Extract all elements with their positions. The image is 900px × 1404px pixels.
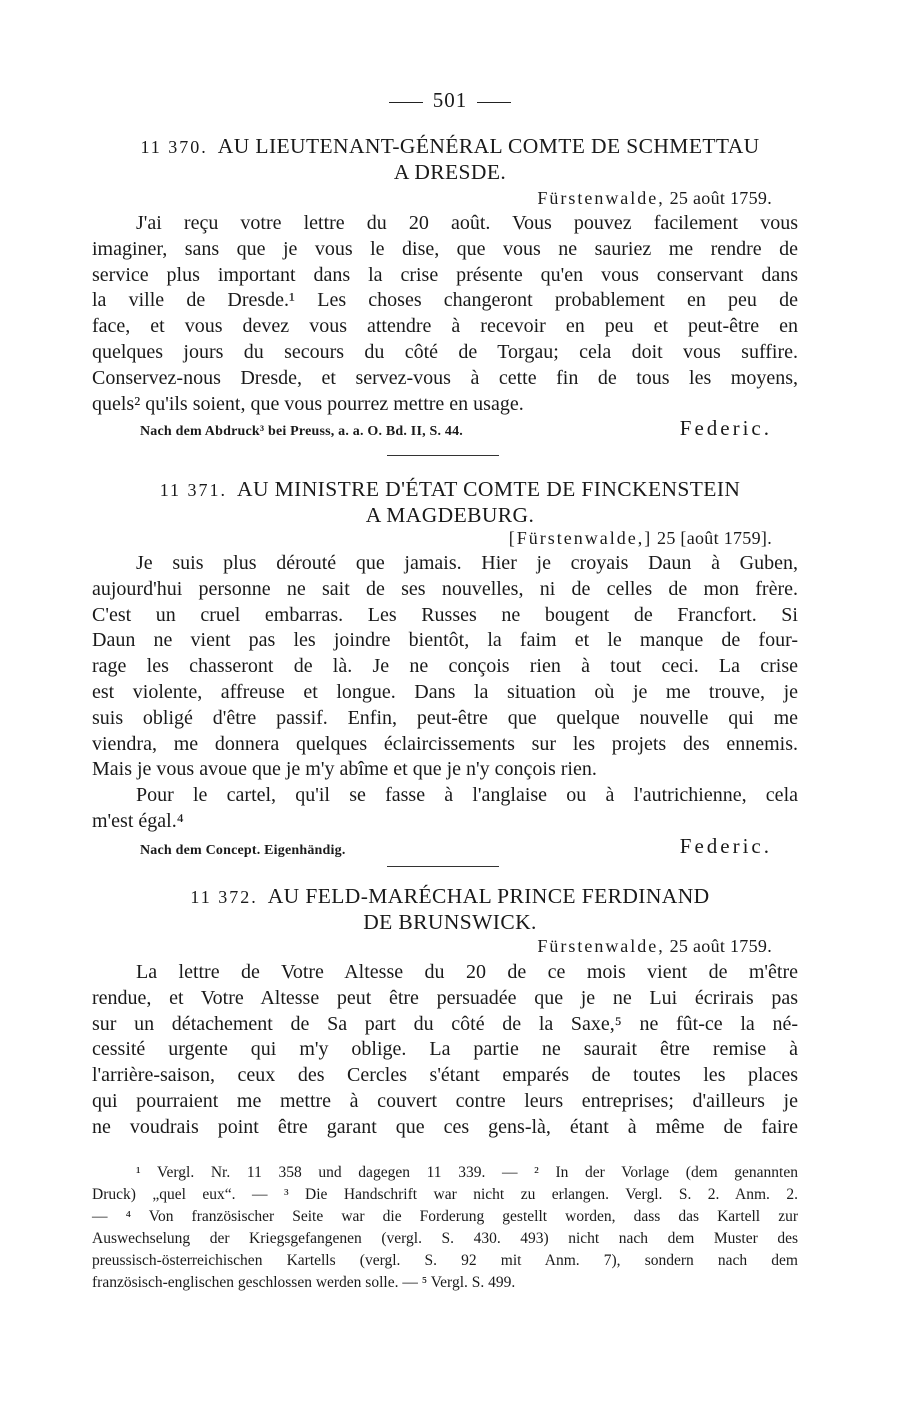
- letter-source-note: Nach dem Concept. Eigenhändig.: [140, 843, 346, 858]
- body-line: Mais je vous avoue que je m'y abîme et que je n'y conçois rien.: [92, 758, 597, 781]
- page-number: [0, 88, 900, 113]
- section-divider: [387, 866, 499, 867]
- letter-number: 11 370.: [140, 137, 208, 157]
- letter-heading-line1: [0, 134, 900, 160]
- letter-heading-text: AU MINISTRE D'ÉTAT COMTE DE FINCKENSTEIN: [237, 477, 741, 501]
- body-line: rage les chasseront de là. Je ne conçois rien à tout ceci. La crise: [92, 655, 798, 678]
- letter-dateline-11372: [537, 936, 772, 957]
- body-line: suis obligé d'être passif. Enfin, peut-être que quelque nouvelle qui me: [92, 706, 798, 729]
- letter-dateline-11371: [509, 528, 772, 549]
- letter-heading-line1: [0, 884, 900, 910]
- page-number-dash-left: [389, 102, 423, 103]
- letter-dateline-11370: [537, 188, 772, 209]
- letter-heading-11372: [0, 884, 900, 935]
- letter-heading-line2: DE BRUNSWICK.: [363, 910, 537, 934]
- body-line: Je suis plus dérouté que jamais. Hier je croyais Daun à Guben,: [136, 552, 798, 574]
- section-divider: [387, 455, 499, 456]
- dateline-place: Fürstenwalde,: [537, 188, 665, 208]
- letter-body-11371: [92, 551, 798, 835]
- body-line: aujourd'hui personne ne sait de ses nouvelles, ni de celles de mon frère.: [92, 577, 798, 600]
- body-line: face, et vous devez vous attendre à recevoir en peu et peut-être en: [92, 315, 798, 338]
- letter-heading-line2: A DRESDE.: [393, 160, 507, 184]
- body-line: imaginer, sans que je vous le dise, que vous ne sauriez me rendre de: [92, 237, 798, 260]
- body-line: qui pourraient me mettre à couvert contre leurs entreprises; d'ailleurs je: [92, 1089, 798, 1112]
- letter-body-11372: [92, 960, 798, 1141]
- body-line: quelques jours du secours du côté de Torgau; cela doit vous suffire.: [92, 340, 798, 363]
- page-number-text: 501: [432, 88, 468, 112]
- body-line: l'arrière-saison, ceux des Cercles s'étant emparés de toutes les places: [92, 1064, 798, 1087]
- dateline-place: Fürstenwalde,: [537, 936, 665, 956]
- letter-signature: Federic.: [679, 416, 772, 440]
- letter-number: 11 371.: [159, 480, 228, 500]
- letter-heading-line1: [0, 477, 900, 503]
- body-line: est violente, affreuse et longue. Dans la situation où je me trouve, je: [92, 680, 798, 703]
- dateline-place: [Fürstenwalde,]: [508, 528, 653, 548]
- page-number-dash-right: [477, 102, 511, 103]
- dateline-date: 25 août 1759.: [669, 188, 772, 208]
- body-line: sur un détachement de Sa part du côté de la Saxe,⁵ ne fût-ce la né-: [92, 1012, 798, 1035]
- body-line: rendue, et Votre Altesse peut être persuadée que je ne Lui écrirais pas: [92, 986, 798, 1009]
- body-line: J'ai reçu votre lettre du 20 août. Vous pouvez facilement vous: [136, 212, 798, 234]
- footnote-line: preussisch-österreichischen Kartells (vergl. S. 92 mit Anm. 7), sondern nach dem: [92, 1252, 798, 1269]
- body-line: Pour le cartel, qu'il se fasse à l'anglaise ou à l'autrichienne, cela: [136, 784, 798, 807]
- body-line: viendra, me donnera quelques éclaircissements sur les projets des ennemis.: [92, 732, 798, 755]
- letter-heading-line2: A MAGDEBURG.: [365, 503, 535, 527]
- dateline-date: 25 [août 1759].: [657, 528, 772, 548]
- letter-source-note: Nach dem Abdruck³ bei Preuss, a. a. O. Bd. II, S. 44.: [140, 424, 463, 439]
- body-line: Daun ne vient pas les joindre bientôt, la faim et le manque de four-: [92, 629, 798, 652]
- body-line: Conservez-nous Dresde, et servez-vous à cette fin de tous les moyens,: [92, 366, 798, 389]
- footnote-line: Druck) „quel eux“. — ³ Die Handschrift war nicht zu erlangen. Vergl. S. 2. Anm. 2.: [92, 1186, 798, 1203]
- footnote-line: ¹ Vergl. Nr. 11 358 und dagegen 11 339. — ² In der Vorlage (dem genannten: [136, 1164, 798, 1181]
- letter-heading-11371: [0, 477, 900, 528]
- footnotes: [92, 1162, 798, 1294]
- letter-number: 11 372.: [190, 887, 258, 907]
- letter-body-11370: [92, 211, 798, 417]
- body-line: la ville de Dresde.¹ Les choses changeront probablement en peu de: [92, 289, 798, 312]
- letter-heading-text: AU LIEUTENANT-GÉNÉRAL COMTE DE SCHMETTAU: [217, 134, 760, 158]
- body-line: m'est égal.⁴: [92, 809, 184, 832]
- letter-signature: Federic.: [679, 834, 772, 858]
- body-line: service plus important dans la crise présente qu'en vous conservant dans: [92, 263, 798, 286]
- body-line: cessité urgente qui m'y oblige. La partie ne saurait être remise à: [92, 1038, 798, 1061]
- footnote-line: — ⁴ Von französischer Seite war die Forderung gestellt worden, dass das Kartell zur: [92, 1208, 798, 1225]
- footnote-line: französisch-englischen geschlossen werden solle. — ⁵ Vergl. S. 499.: [92, 1274, 516, 1291]
- body-line: C'est un cruel embarras. Les Russes ne bougent de Francfort. Si: [92, 603, 798, 626]
- body-line: quels² qu'ils soient, que vous pourrez mettre en usage.: [92, 392, 524, 415]
- dateline-date: 25 août 1759.: [669, 936, 772, 956]
- footnote-line: Auswechselung der Kriegsgefangenen (vergl. S. 430. 493) nicht nach dem Muster des: [92, 1230, 798, 1247]
- body-line: La lettre de Votre Altesse du 20 de ce mois vient de m'être: [136, 961, 798, 983]
- letter-heading-11370: [0, 134, 900, 185]
- letter-heading-text: AU FELD-MARÉCHAL PRINCE FERDINAND: [267, 884, 710, 908]
- body-line: ne voudrais point être garant que ces gens-là, étant à même de faire: [92, 1115, 798, 1138]
